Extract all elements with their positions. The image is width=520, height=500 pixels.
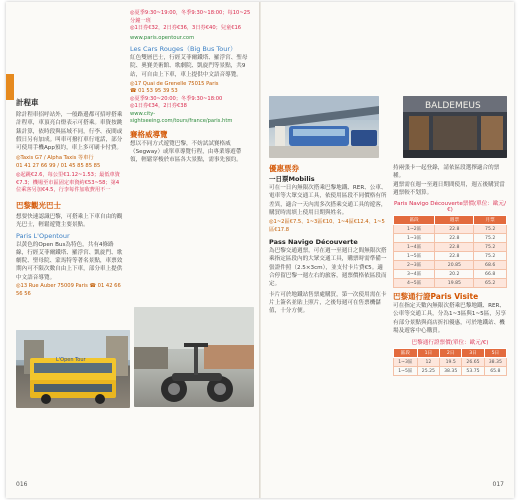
table-cell: 75.2: [474, 234, 507, 243]
metro-shop-photo: [403, 96, 507, 158]
bus-station-photo: [269, 96, 379, 158]
opentour-phone: 01 42 66 56 56: [16, 283, 121, 297]
table-row: [394, 234, 507, 243]
rouges-address: ◎17 Quai de Grenelle 75015 Paris: [130, 80, 219, 87]
left-page: [6, 2, 259, 498]
table-cell: 1~5區: [394, 252, 435, 261]
table-cell: 26.65: [462, 358, 484, 367]
table-cell: 12: [417, 358, 439, 367]
table-cell: 20.2: [435, 270, 474, 279]
table-cell: 75.2: [474, 225, 507, 234]
rouges-heading: Les Cars Rouges（Big Bus Tour）: [130, 45, 237, 53]
taxi-fares: ◎起跳€2.6，每公里€1.12~1.53；最低車資€7.3；機場至市區固定車資約€53~58；第4位乘客另加€4.5，行李每件加收費用不一: [16, 172, 120, 194]
table-cell: 38.35: [440, 367, 462, 376]
table-row: [394, 261, 507, 270]
navigo-body: 為巴黎交通週票，可在週一至週日之間無限次搭乘指定區段內的大眾交通工具，購票時需準備一張證件照（2.5×3cm），並支付卡片費€5。適合停留巴黎一週左右的旅客，週票價格依區段而定。: [269, 248, 387, 288]
page-number-left: 016: [16, 481, 28, 488]
table-cell: 22.8: [435, 252, 474, 261]
bus-illustration: [16, 330, 130, 408]
table-cell: 1~2區: [394, 225, 435, 234]
table-cell: 53.75: [462, 367, 484, 376]
opentour-hours: ◎夏季9:30~19:00，冬季9:30~18:00；每10~25分鐘一班 ◎1日券€32，2日券€36，3日券€40；兒童€16: [130, 10, 251, 31]
table-cell: 25.25: [417, 367, 439, 376]
segway-heading: 賽格威導覽: [130, 129, 168, 139]
opentour-url[interactable]: www.paris.opentour.com: [130, 34, 195, 41]
navigo-notes: 持兩張卡一起登錄，請依區段選擇適合的票種。 週票需在週一至週日期間使用，週五後購買當週票較不划算。: [393, 165, 505, 196]
table-row: [394, 252, 507, 261]
rouges-phone: 01 53 95 39 53: [138, 88, 178, 95]
column-header: 3日: [462, 349, 484, 358]
table-row: [394, 225, 507, 234]
column-header: 區段: [394, 349, 418, 358]
book-spread: [6, 2, 514, 498]
phone-icon: ☎: [89, 283, 97, 290]
table-cell: 1~3區: [394, 358, 418, 367]
table-cell: 2~3區: [394, 261, 435, 270]
opentour-heading: Paris L'Opentour: [16, 231, 70, 240]
opentour-address: [16, 283, 124, 298]
mobilis-body: 可在一日內無限次搭乘巴黎地鐵、RER、公車、電車等大眾交通工具，依使用區段不同價格有所差異，適合一天內需多次搭乘交通工具的遊客，購買時需填上使用日期與姓名。: [269, 185, 387, 216]
navigo-fare-table: [393, 215, 507, 288]
rouges-hours: ◎夏季9:30~20:00；冬季9:30~18:00: [130, 95, 223, 102]
navigo-heading: Pass Navigo Découverte: [269, 238, 358, 247]
table-cell: 22.8: [435, 225, 474, 234]
table-cell: 1~3區: [394, 234, 435, 243]
svg-text:L'Open Tour: L'Open Tour: [56, 357, 86, 363]
segway-body: 想以不同方式遊覽巴黎，不妨試試賽格威（Segway）或單車導覽行程，由專業導遊帶領，輕鬆穿梭於市區各大景點，需事先預約。: [130, 140, 242, 164]
opentour-address-text: ◎13 Rue Auber 75009 Paris: [16, 283, 88, 290]
passes-heading: 優惠票券: [269, 164, 299, 173]
table-cell: 38.35: [484, 358, 506, 367]
phone-icon: ☎: [130, 88, 137, 95]
table-cell: 65.2: [474, 279, 507, 288]
table-row: [394, 367, 507, 376]
table-header-row: [394, 349, 507, 358]
table-cell: 75.2: [474, 243, 507, 252]
column-header: 2日: [440, 349, 462, 358]
station-illustration: [269, 96, 379, 158]
mobilis-prices: ◎1~2區€7.5、1~3區€10、1~4區€12.4、1~5區€17.8: [269, 219, 385, 233]
navigo-body-2: 卡片可於地鐵站售票處購買，第一次使用需在卡片上簽名並貼上照片，之後每週可在售票機儲值，十分方便。: [269, 291, 387, 315]
segway-illustration: [134, 307, 254, 407]
visite-body: 可在指定天數內無限次搭乘巴黎地鐵、RER、公車等交通工具，分為1~3區與1~5區，另享有部分景點與商店折扣優惠，可於地鐵站、機場及遊客中心購買。: [393, 303, 507, 335]
table-row: [394, 243, 507, 252]
column-header: 週票: [435, 216, 474, 225]
right-left-column: [269, 164, 387, 316]
table-cell: 3~4區: [394, 270, 435, 279]
visite-heading: 巴黎通行證Paris Visite: [393, 292, 479, 302]
table-cell: 68.6: [474, 261, 507, 270]
shop-illustration: [403, 96, 507, 158]
table-cell: 1~5區: [394, 367, 418, 376]
right-right-column: [393, 164, 507, 376]
page-number-right: 017: [492, 481, 504, 488]
column-header: 5日: [484, 349, 506, 358]
table-row: [394, 279, 507, 288]
table-row: [394, 358, 507, 367]
opentour-body: 以黃色的Open Bus為特色，共有4條路線，行經艾菲爾鐵塔、羅浮宮、凱旋門、歌劇院、聖母院、蒙馬特等著名景點，車票效期內可不限次數自由上下車，部分車上提供中文語音導覽。: [16, 241, 123, 281]
section-tab: [6, 74, 14, 100]
hopon-heading: 巴黎觀光巴士: [16, 200, 61, 210]
left-column: [16, 98, 124, 298]
table-cell: 22.8: [435, 243, 474, 252]
table-cell: 4~5區: [394, 279, 435, 288]
right-page: [261, 2, 514, 498]
taxi-contacts: ◎Taxis G7 / Alpha Taxis 等車行 01 41 27 66 99 / 01 45 85 85 85: [16, 155, 101, 169]
table-cell: 19.85: [435, 279, 474, 288]
column-header: 1日: [417, 349, 439, 358]
visite-table-title: 巴黎通行證票價(單位：歐元/€): [411, 340, 489, 347]
svg-text:BALDEMEUS: BALDEMEUS: [425, 101, 481, 111]
visite-fare-table: [393, 348, 507, 376]
navigo-table-title: Paris Navigo Découverte票價(單位：歐元/€): [393, 201, 507, 214]
table-cell: 22.8: [435, 234, 474, 243]
segway-photo: [134, 307, 254, 407]
mid-column: [130, 10, 252, 165]
table-cell: 1~4區: [394, 243, 435, 252]
taxi-body: 除計程車招呼站外，一般路邊都可招呼搭乘計程車，車頂亮白燈表示可搭乘。車資按跳錶計算，依時段與區域不同，行李、夜間或假日另有加成。叫車可撥打車行電話，部分可使用手機App預約，車上多可刷卡付費。: [16, 112, 123, 152]
mobilis-heading: 一日票Mobilis: [269, 175, 315, 183]
table-cell: 66.8: [474, 270, 507, 279]
rouges-url[interactable]: www.city-sightseeing.com/tours/france/paris.htm: [130, 110, 233, 125]
opentour-bus-photo: [16, 330, 130, 408]
rouges-body: 紅色雙層巴士，行經艾菲爾鐵塔、羅浮宮、聖母院、奧賽美術館、歌劇院、凱旋門等景點，共9站，可自由上下車，車上提供中文語音導覽。: [130, 55, 248, 78]
table-cell: 20.85: [435, 261, 474, 270]
table-cell: 65.8: [484, 367, 506, 376]
table-cell: 75.2: [474, 252, 507, 261]
hopon-body: 想要快速認識巴黎，可搭乘上下車自由的觀光巴士，輕鬆遊覽主要景點。: [16, 213, 123, 229]
rouges-price: ◎1日券€34，2日券€38: [130, 103, 187, 110]
column-header: 區段: [394, 216, 435, 225]
table-row: [394, 270, 507, 279]
taxi-heading: 計程車: [16, 98, 39, 107]
rouges-phone-line: [130, 88, 252, 96]
table-cell: 19.5: [440, 358, 462, 367]
column-header: 月票: [474, 216, 507, 225]
table-header-row: [394, 216, 507, 225]
